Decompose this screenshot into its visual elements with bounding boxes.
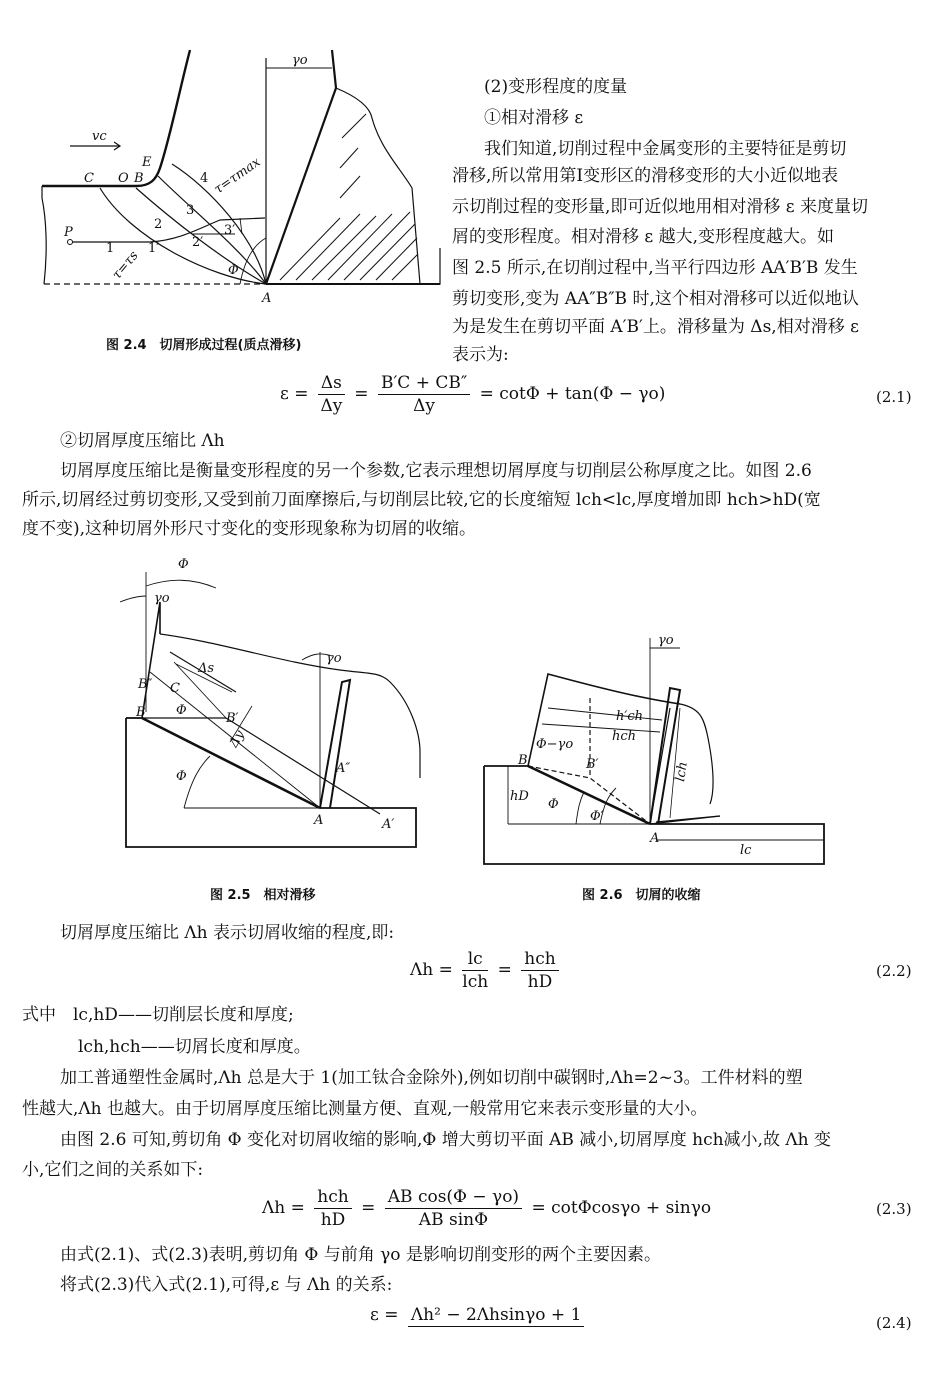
eq23-f2-den: AB sinΦ xyxy=(418,1210,489,1230)
sec3-p3: 由式(2.1)、式(2.3)表明,剪切角 Φ 与前角 γo 是影响切削变形的两个主要因素。 xyxy=(60,1245,661,1265)
eq23-eq: = xyxy=(361,1198,376,1218)
eq21-f2-num: B′C + CB″ xyxy=(378,372,470,395)
fig26-label-lch: lch xyxy=(673,760,691,783)
fig25-label-B2: B″ xyxy=(138,677,153,692)
fig26-label-lc: lc xyxy=(740,843,752,858)
sec3-p1-0: 加工普通塑性金属时,Λh 总是大于 1(加工钛合金除外),例如切削中碳钢时,Λh=2~3。工件材料的塑 xyxy=(60,1068,803,1088)
right-line-2: 示切削过程的变形量,即可近似地用相对滑移 ε 来度量切 xyxy=(452,197,869,217)
right-line-3: 屑的变形程度。相对滑移 ε 越大,变形程度越大。如 xyxy=(452,227,835,247)
equation-2-2 xyxy=(410,948,563,993)
fig25-label-phi-in: Φ xyxy=(176,703,187,718)
eq22-f2-den: hD xyxy=(527,972,553,992)
fig25-label-ds: Δs xyxy=(198,661,215,676)
eq21-eq: = xyxy=(354,384,369,404)
eq22-f2-num: hch xyxy=(521,948,558,971)
sec2-line-0: 切屑厚度压缩比是衡量变形程度的另一个参数,它表示理想切屑厚度与切削层公称厚度之比。如图 2.6 xyxy=(60,461,812,481)
eq21-number: (2.1) xyxy=(876,388,912,406)
right-line-5: 剪切变形,变为 AA″B″B 时,这个相对滑移可以近似地认 xyxy=(452,289,859,309)
right-line-1: 滑移,所以常用第Ⅰ变形区的滑移变形的大小近似地表 xyxy=(452,166,839,186)
fig24-label-3: 3 xyxy=(186,203,195,218)
eq23-f2-num: AB cos(Φ − γo) xyxy=(385,1186,522,1209)
fig24-label-vc: vc xyxy=(92,129,107,144)
sec2-line-1: 所示,切屑经过剪切变形,又受到前刀面摩擦后,与切削层比较,它的长度缩短 lch<lc,厚度增加即 hch>hD(宽 xyxy=(22,490,821,510)
sec3-p2-1: 小,它们之间的关系如下: xyxy=(22,1160,204,1180)
fig25-label-phi-low: Φ xyxy=(176,769,187,784)
fig25-label-C: C xyxy=(170,681,180,696)
fig25-label-A2: A″ xyxy=(336,761,351,776)
eq23-f1-num: hch xyxy=(314,1186,351,1209)
fig25-label-B: B xyxy=(136,705,146,720)
fig24-label-P: P xyxy=(64,225,73,240)
eq22-eq: = xyxy=(497,960,512,980)
right-line-7: 表示为: xyxy=(452,345,509,365)
fig24-label-C: C xyxy=(84,171,94,186)
right-line-4: 图 2.5 所示,在切削过程中,当平行四边形 AA′B′B 发生 xyxy=(452,258,858,278)
fig25-label-dy: Δy xyxy=(226,728,248,750)
fig24-label-1p: 1′ xyxy=(148,241,160,256)
fig26-label-phi-gamma: Φ−γo xyxy=(536,737,574,752)
fig24-caption: 图 2.4 切屑形成过程(质点滑移) xyxy=(106,338,302,353)
fig26-label-B: B xyxy=(518,753,528,768)
eq22-f1-num: lc xyxy=(462,948,488,971)
fig24-label-3p: 3′ xyxy=(224,223,236,238)
fig26-label-hch-p: h′ch xyxy=(616,709,643,724)
sec3-p1-1: 性越大,Λh 也越大。由于切屑厚度压缩比测量方便、直观,一般常用它来表示变形量的大小。 xyxy=(22,1099,708,1119)
fig26-caption: 图 2.6 切屑的收缩 xyxy=(582,888,701,903)
fig26-label-gamma: γo xyxy=(658,633,674,648)
eq22-lhs: Λh = xyxy=(410,960,453,980)
sec3-intro: 切屑厚度压缩比 Λh 表示切屑收缩的程度,即: xyxy=(60,923,395,943)
eq24-number: (2.4) xyxy=(876,1314,912,1332)
equation-2-3 xyxy=(262,1186,711,1231)
eq23-number: (2.3) xyxy=(876,1200,912,1218)
fig24-label-4: 4 xyxy=(200,171,209,186)
fig25-caption: 图 2.5 相对滑移 xyxy=(210,888,316,903)
eq21-lhs: ε = xyxy=(280,384,309,404)
fig26-label-Bp: B′ xyxy=(586,757,599,772)
right-line-6: 为是发生在剪切平面 A′B′上。滑移量为 Δs,相对滑移 ε xyxy=(452,317,859,337)
fig25-label-gamma-r: γo xyxy=(326,651,342,666)
fig26-label-phi: Φ xyxy=(548,797,559,812)
eq24-lhs: ε = xyxy=(370,1305,399,1325)
fig24-label-2p: 2′ xyxy=(192,235,204,250)
figure-2-6 xyxy=(480,628,830,866)
eq21-f2-den: Δy xyxy=(413,396,436,416)
eq23-lhs: Λh = xyxy=(262,1198,305,1218)
fig24-label-phi: Φ xyxy=(228,263,239,278)
sec3-where2: lch,hch——切屑长度和厚度。 xyxy=(78,1037,311,1057)
right-heading: (2)变形程度的度量 xyxy=(484,77,628,97)
equation-2-4 xyxy=(370,1304,588,1327)
eq23-f1-den: hD xyxy=(320,1210,346,1230)
fig24-label-E: E xyxy=(142,155,152,170)
fig25-label-Ap: A′ xyxy=(382,817,395,832)
right-sub1: ①相对滑移 ε xyxy=(484,108,584,128)
sec2-line-2: 度不变),这种切屑外形尺寸变化的变形现象称为切屑的收缩。 xyxy=(22,519,477,539)
eq22-number: (2.2) xyxy=(876,962,912,980)
fig25-label-Bp: B′ xyxy=(226,711,239,726)
eq21-f1-den: Δy xyxy=(320,396,343,416)
eq21-f1-num: Δs xyxy=(318,372,345,395)
fig25-label-phi-top: Φ xyxy=(178,557,189,572)
fig24-label-A: A xyxy=(262,291,272,306)
fig26-label-hch: hch xyxy=(612,729,637,744)
sec2-sub: ②切屑厚度压缩比 Λh xyxy=(60,431,225,451)
right-line-0: 我们知道,切削过程中金属变形的主要特征是剪切 xyxy=(484,139,847,159)
figure-2-4 xyxy=(40,48,450,318)
equation-2-1 xyxy=(280,372,665,417)
fig24-label-1: 1 xyxy=(106,241,115,256)
sec3-p4: 将式(2.3)代入式(2.1),可得,ε 与 Λh 的关系: xyxy=(60,1275,393,1295)
fig25-label-A: A xyxy=(314,813,324,828)
fig26-label-hD: hD xyxy=(510,789,529,804)
fig24-label-gamma: γo xyxy=(292,53,308,68)
fig24-label-2: 2 xyxy=(154,217,163,232)
fig24-label-O: O xyxy=(118,171,129,186)
eq22-f1-den: lch xyxy=(462,972,489,992)
fig24-label-B: B xyxy=(134,171,144,186)
fig24-label-tau-s: τ=τs xyxy=(109,248,142,283)
fig24-label-tau-max: τ=τmax xyxy=(211,154,264,198)
fig26-label-phi-p: Φ′ xyxy=(590,809,604,824)
fig26-label-A: A xyxy=(650,831,660,846)
eq23-rhs: = cotΦcosγo + sinγo xyxy=(531,1198,712,1218)
sec3-p2-0: 由图 2.6 可知,剪切角 Φ 变化对切屑收缩的影响,Φ 增大剪切平面 AB 减小,切屑厚度 hch减小,故 Λh 变 xyxy=(60,1130,831,1150)
eq24-num: Λh² − 2Λhsinγo + 1 xyxy=(408,1304,585,1327)
sec3-where1: 式中 lc,hD——切削层长度和厚度; xyxy=(22,1005,294,1025)
eq21-rhs: = cotΦ + tan(Φ − γo) xyxy=(479,384,666,404)
figure-2-5 xyxy=(120,552,440,852)
fig25-label-gamma-l: γo xyxy=(154,591,170,606)
